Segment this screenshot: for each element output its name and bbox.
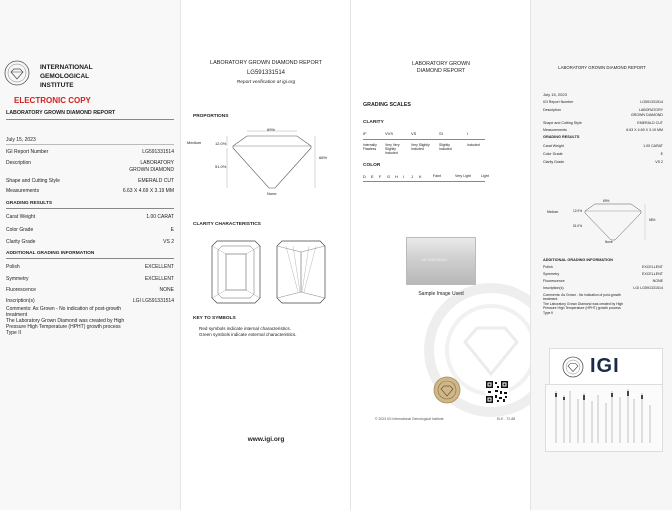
pavilion-percent: 51.0% (573, 224, 583, 228)
table-percent: 69% (267, 127, 276, 132)
igi-logo-box (549, 348, 663, 386)
grading-scales-heading: GRADING SCALES (363, 102, 411, 108)
report-title: LABORATORY GROWN DIAMOND REPORT (558, 65, 646, 70)
footer-copyright: © 2023 IGI International Gemological Institute (375, 417, 444, 421)
clarity-scale-heading: CLARITY (363, 120, 384, 125)
qr-code-icon[interactable] (485, 380, 509, 404)
culet-label: None (267, 191, 277, 196)
key-to-symbols-text: Red symbols indicate internal characteristics. Green symbols indicate external characteristics. (199, 326, 297, 337)
org-name (40, 63, 93, 90)
proportions-heading: PROPORTIONS (193, 114, 229, 119)
color-scale-heading: COLOR (363, 163, 381, 168)
clarity-characteristics-heading: CLARITY CHARACTERISTICS (193, 222, 261, 227)
proportions-panel (180, 0, 351, 510)
report-title: LABORATORY GROWN DIAMOND REPORT (412, 61, 470, 74)
additional-info-heading: ADDITIONAL GRADING INFORMATION (543, 258, 613, 262)
inscription-text: LGI LG591331514 (421, 258, 448, 262)
website-text: www.igi.org (247, 436, 285, 443)
report-front-panel: INTERNATIONAL GEMOLOGICAL INSTITUTE ELECTRONIC COPY LABORATORY GROWN DIAMOND REPORT July 15, 2023 IGI Report Number LG591331514 Description LABORATORY GROWN DIAMOND Shape and Cutting Style EMERALD CUT Measurements 6.63 X 4.69 X 3.19 MM GRADING RESULTS Carat Weight 1.00 CARAT Color Grade E Clarity Grade VS 2 ADDITIONAL GRADING INFORMATION Polish EXCELLENT Symmetry EXCELLENT Fluorescence NONE Inscription(s) LGI LG591331514 Comments: As Grown - No indication of post-growth treatment The Laboratory Grown Diamond was created by High Pressure High Temperature (HPHT) growth process Type II (0, 0, 180, 510)
girdle-label: Medium (187, 140, 202, 145)
sample-inscription-image (406, 237, 476, 285)
report-title: LABORATORY GROWN DIAMOND REPORT (6, 110, 116, 116)
igi-logo-text: IGI (590, 355, 620, 377)
crown-plot-diagram (211, 240, 261, 304)
rotated-text-lines (546, 385, 662, 451)
depth-percent: 68% (649, 218, 656, 222)
grading-scales-panel: LABORATORY GROWN DIAMOND REPORT GRADING SCALES CLARITY IF VVS VS SI I Internally Flawless Very Very Slightly Included Very Slightly Included Slightly Included Included COLOR D E F G H I J K Faint Very Light Light LGI LG591331514 Sample Image Used © 2023 IGI International Gemological Institute ELE - 72-88 (350, 0, 531, 510)
igi-seal-icon (4, 60, 30, 86)
rotated-report-detail (545, 384, 663, 452)
sample-image-caption: Sample Image Used (418, 291, 464, 297)
pavilion-percent: 51.0% (215, 164, 227, 169)
grading-results-heading: GRADING RESULTS (543, 135, 580, 139)
proportions-diagram (203, 124, 333, 200)
grading-results-heading: GRADING RESULTS (6, 201, 53, 206)
depth-percent: 68% (319, 155, 328, 160)
verify-text: Report verification at igi.org (236, 80, 296, 85)
additional-info-heading: ADDITIONAL GRADING INFORMATION (6, 251, 95, 256)
crown-percent: 12.0% (215, 141, 227, 146)
comments-block: Comments: As Grown - No indication of post-growth treatment The Laboratory Grown Diamond was created by High Pressure High Temperature (HPHT) growth process Type II (543, 293, 624, 315)
girdle-label: Medium (547, 210, 559, 214)
pavilion-plot-diagram (276, 240, 326, 304)
table-percent: 69% (603, 199, 610, 203)
footer-code: ELE - 72-88 (497, 417, 516, 421)
culet-label: None (605, 240, 613, 244)
report-number: LG591331514 (246, 70, 286, 76)
row-description: Description LABORATORY GROWN DIAMOND (6, 160, 174, 173)
org-line: INTERNATIONAL (40, 64, 93, 71)
crown-percent: 12.0% (573, 209, 583, 213)
gold-seal-icon (433, 376, 461, 404)
org-line: GEMOLOGICAL (40, 73, 90, 80)
report-title: LABORATORY GROWN DIAMOND REPORT (210, 60, 322, 66)
key-to-symbols-heading: KEY TO SYMBOLS (193, 316, 236, 321)
igi-seal-icon (562, 356, 584, 378)
comments-block: Comments: As Grown - No indication of post-growth treatment The Laboratory Grown Diamond was created by High Pressure High Temperature (HPHT) growth process Type II (6, 306, 125, 336)
electronic-copy-label: ELECTRONIC COPY (14, 96, 91, 105)
row-description: Description LABORATORY GROWN DIAMOND (543, 108, 663, 117)
org-line: INSTITUTE (40, 82, 74, 89)
report-date: July 15, 2023 (6, 137, 36, 143)
report-date: July 15, 2023 (543, 92, 567, 97)
report-card-panel: LABORATORY GROWN DIAMOND REPORT July 15, 2023 IGI Report Number LG591331514 Description LABORATORY GROWN DIAMOND Shape and Cutting Style EMERALD CUT Measurements 6.63 X 4.69 X 3.19 MM GRADING RESULTS Carat Weight 1.00 CARAT Color Grade E Clarity Grade VS 2 69% 12.0% 51.0% 68% Medium None ADDITIONAL GRADING INFORMATION Polish EXCELLENT Symmetry EXCELLENT Fluorescence NONE Inscription(s) LGI LG591331514 Comments: As Grown - No indication of post-growth treatment The Laboratory Grown Diamond was created by High Pressure High Temperature (HPHT) growth process Type II IGI (530, 0, 672, 510)
